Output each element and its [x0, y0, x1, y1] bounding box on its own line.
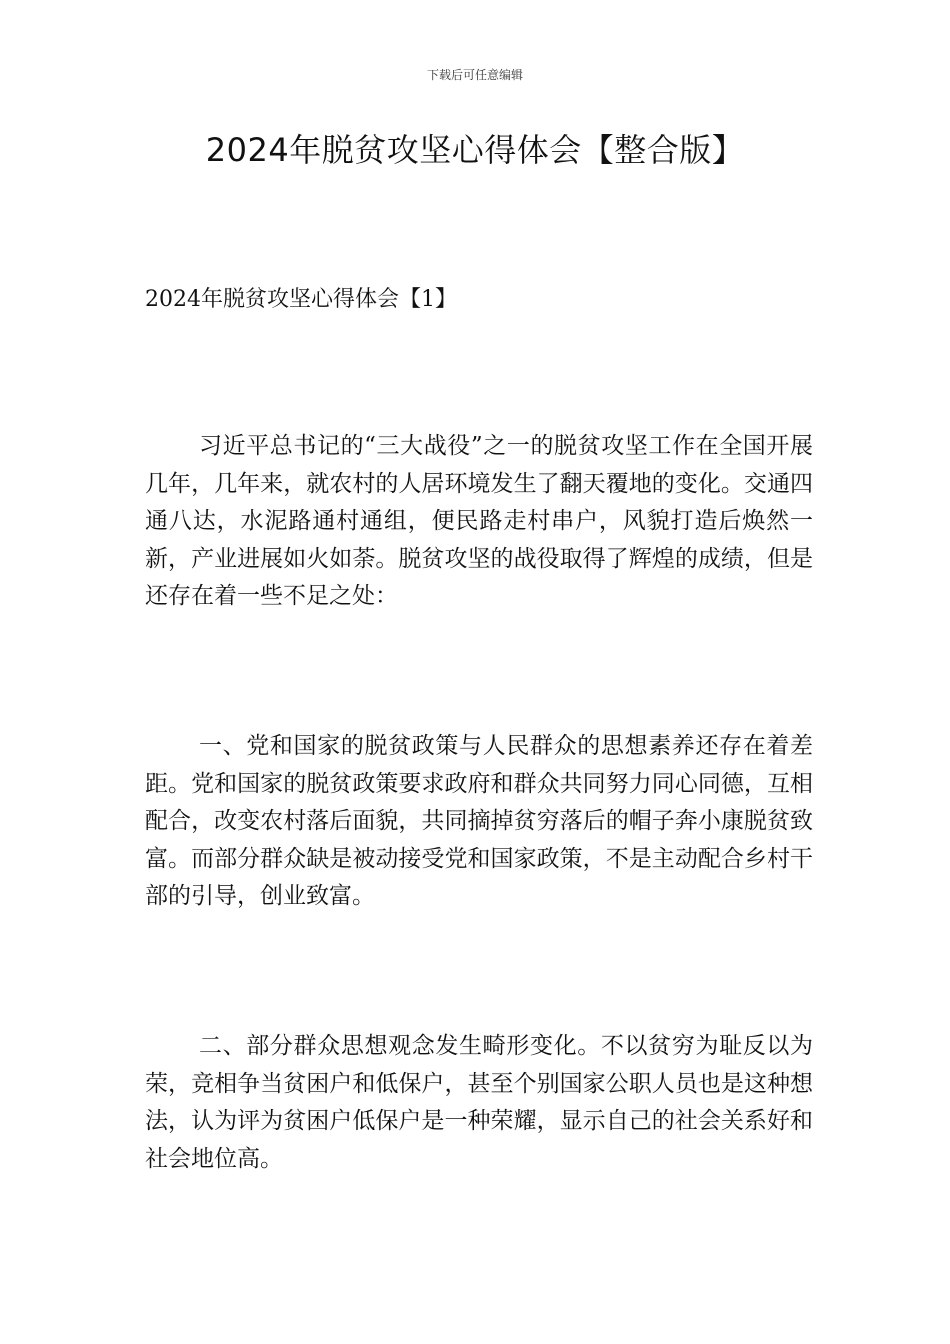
paragraph-point-two: 二、部分群众思想观念发生畸形变化。不以贫穷为耻反以为荣，竞相争当贫困户和低保户，甚至个别国家公职人员也是这种想法，认为评为贫困户低保户是一种荣耀，显示自己的社会关系好和社会地位高。 [145, 1033, 813, 1172]
header-note: 下载后可任意编辑 [426, 68, 523, 82]
paragraph-intro: 习近平总书记的“三大战役”之一的脱贫攻坚工作在全国开展几年，几年来，就农村的人居环境发生了翻天覆地的变化。交通四通八达，水泥路通村通组，便民路走村串户，风貌打造后焕然一新，产业进展如火如荼。脱贫攻坚的战役取得了辉煌的成绩，但是还存在着一些不足之处： [145, 433, 813, 610]
document-title: 2024年脱贫攻坚心得体会【整合版】 [205, 131, 745, 169]
section-title: 2024年脱贫攻坚心得体会【1】 [145, 287, 457, 312]
paragraph-point-one: 一、党和国家的脱贫政策与人民群众的思想素养还存在着差距。党和国家的脱贫政策要求政府和群众共同努力同心同德，互相配合，改变农村落后面貌，共同摘掉贫穷落后的帽子奔小康脱贫致富。而部分群众缺是被动接受党和国家政策，不是主动配合乡村干部的引导，创业致富。 [145, 733, 813, 910]
